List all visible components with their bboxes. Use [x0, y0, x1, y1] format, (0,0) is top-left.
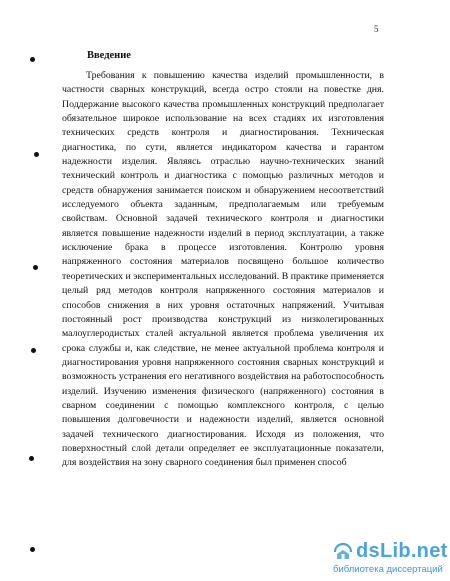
text-line: напряженного состояния материалов посвящено большое количество [62, 256, 384, 268]
text-line: частности сварных конструкций, всегда остро стояли на повестке дня. [62, 84, 384, 96]
text-line: исследуемого объекта заданным, предполагаемым или требуемым [62, 199, 384, 211]
text-line: является повышение надежности изделий в период эксплуатации, а также [62, 227, 384, 239]
margin-mark [31, 348, 36, 353]
dslib-watermark[interactable] [333, 540, 449, 578]
body-text [62, 69, 384, 471]
text-line: диагностика, по сути, является индикатором качества и гарантом [62, 141, 384, 153]
text-line: постоянный рост производства конструкций из низколегированных [62, 313, 384, 325]
dslib-subtitle: библиотека диссертаций [333, 564, 443, 575]
text-line: малоуглеродистых сталей актуальной является проблема увеличения их [62, 328, 384, 340]
text-line: целый ряд методов контроля напряженного состояния материалов и [62, 285, 384, 297]
text-line: обязательное широкое использование на всех стадиях их изготовления [62, 113, 384, 125]
text-line: изделий. Изучению изменения физического (напряженного) состояния в [62, 385, 384, 397]
text-line: Требования к повышению качества изделий промышленности, в [86, 70, 384, 81]
text-line: возможность устранения его негативного воздействия на работоспособность [62, 371, 384, 383]
text-line: для воздействия на зону сварного соединения был применен способ [62, 457, 347, 469]
margin-mark [29, 456, 34, 461]
text-line: срока службы и, как следствие, не менее актуальной проблема контроля и [62, 342, 384, 354]
text-line: технических средств контроля и диагностирования. Техническая [62, 127, 384, 139]
text-line: задачей технического диагностирования. Исходя из положения, что [62, 428, 384, 440]
text-line: диагностирования уровня напряженного состояния сварных конструкций и [62, 356, 384, 368]
text-line: поверхностный слой детали определяет ее эксплуатационные показатели, [62, 442, 384, 454]
text-line: свойствам. Основной задачей технического контроля и диагностики [62, 213, 384, 225]
dslib-brand: dsLib.net [356, 540, 448, 562]
text-line: способов снижения в них уровня остаточных напряжений. Учитывая [62, 299, 384, 311]
text-line: исключение брака в процессе изготовления. Контролю уровня [62, 242, 384, 254]
text-line: повышения долговечности и надежности изделий, является основной [62, 414, 384, 426]
margin-mark [33, 265, 38, 270]
dslib-logo-icon [333, 542, 353, 562]
margin-mark [34, 152, 39, 157]
text-line: надежности изделия. Являясь отраслью научно-технических знаний [62, 156, 384, 168]
text-line: сварном соединении с помощью комплексного контроля, с целью [62, 399, 384, 411]
text-line: Поддержание высокого качества промышленных конструкций предполагает [62, 98, 384, 110]
section-heading: Введение [87, 50, 131, 61]
text-line: теоретических и экспериментальных исследований. В практике применяется [62, 270, 384, 282]
text-line: технический контроль и диагностика с помощью различных методов и [62, 170, 384, 182]
margin-mark [30, 57, 35, 62]
text-line: средств обнаружения занимается поиском и обнаружением несоответствий [62, 184, 384, 196]
page-number: 5 [374, 24, 379, 34]
margin-mark [30, 547, 35, 552]
